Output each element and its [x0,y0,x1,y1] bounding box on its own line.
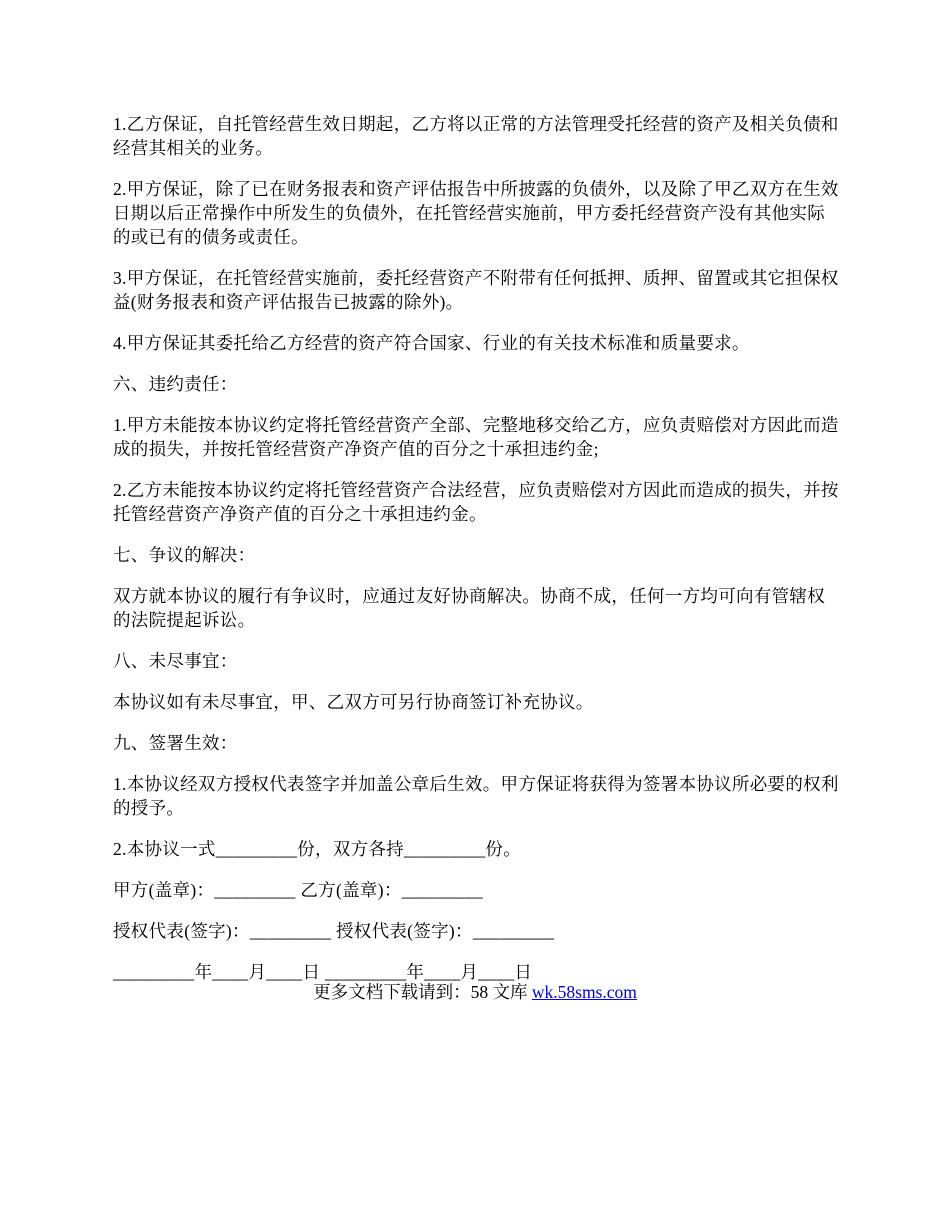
seal-line: 甲方(盖章)：_________ 乙方(盖章)：_________ [113,880,484,900]
section-heading: 九、签署生效： [113,733,238,753]
copies-line: 2.本协议一式_________份，双方各持_________份。 [113,839,522,859]
signature-line: 授权代表(签字)：_________ 授权代表(签字)：_________ [113,921,555,941]
document-body [113,112,841,1001]
clause-paragraph: 2.乙方未能按本协议约定将托管经营资产合法经营，应负责赔偿对方因此而造成的损失，并按托管经营资产净资产值的百分之十承担违约金。 [113,480,839,524]
clause-paragraph: 1.甲方未能按本协议约定将托管经营资产全部、完整地移交给乙方，应负责赔偿对方因此而造成的损失，并按托管经营资产净资产值的百分之十承担违约金; [113,415,839,459]
clause-paragraph: 2.甲方保证，除了已在财务报表和资产评估报告中所披露的负债外，以及除了甲乙双方在生效日期以后正常操作中所发生的负债外，在托管经营实施前，甲方委托经营资产没有其他实际的或已有的债务或责任。 [113,179,839,247]
date-line: _________年____月____日 _________年____月____日 [113,962,533,982]
section-heading: 六、违约责任： [113,374,238,394]
footer-text: 更多文档下载请到：58 文库 [313,982,532,1002]
section-heading: 七、争议的解决： [113,545,256,565]
footer [0,980,950,1004]
clause-paragraph: 1.本协议经双方授权代表签字并加盖公章后生效。甲方保证将获得为签署本协议所必要的权利的授予。 [113,774,839,818]
footer-link[interactable]: wk.58sms.com [531,982,637,1002]
clause-paragraph: 3.甲方保证，在托管经营实施前，委托经营资产不附带有任何抵押、质押、留置或其它担保权益(财务报表和资产评估报告已披露的除外)。 [113,268,839,312]
clause-paragraph: 双方就本协议的履行有争议时，应通过友好协商解决。协商不成，任何一方均可向有管辖权的法院提起诉讼。 [113,586,825,630]
clause-paragraph: 本协议如有未尽事宜，甲、乙双方可另行协商签订补充协议。 [113,692,594,712]
clause-paragraph: 1.乙方保证，自托管经营生效日期起，乙方将以正常的方法管理受托经营的资产及相关负债和经营其相关的业务。 [113,114,839,158]
clause-paragraph: 4.甲方保证其委托给乙方经营的资产符合国家、行业的有关技术标准和质量要求。 [113,333,750,353]
section-heading: 八、未尽事宜： [113,651,238,671]
